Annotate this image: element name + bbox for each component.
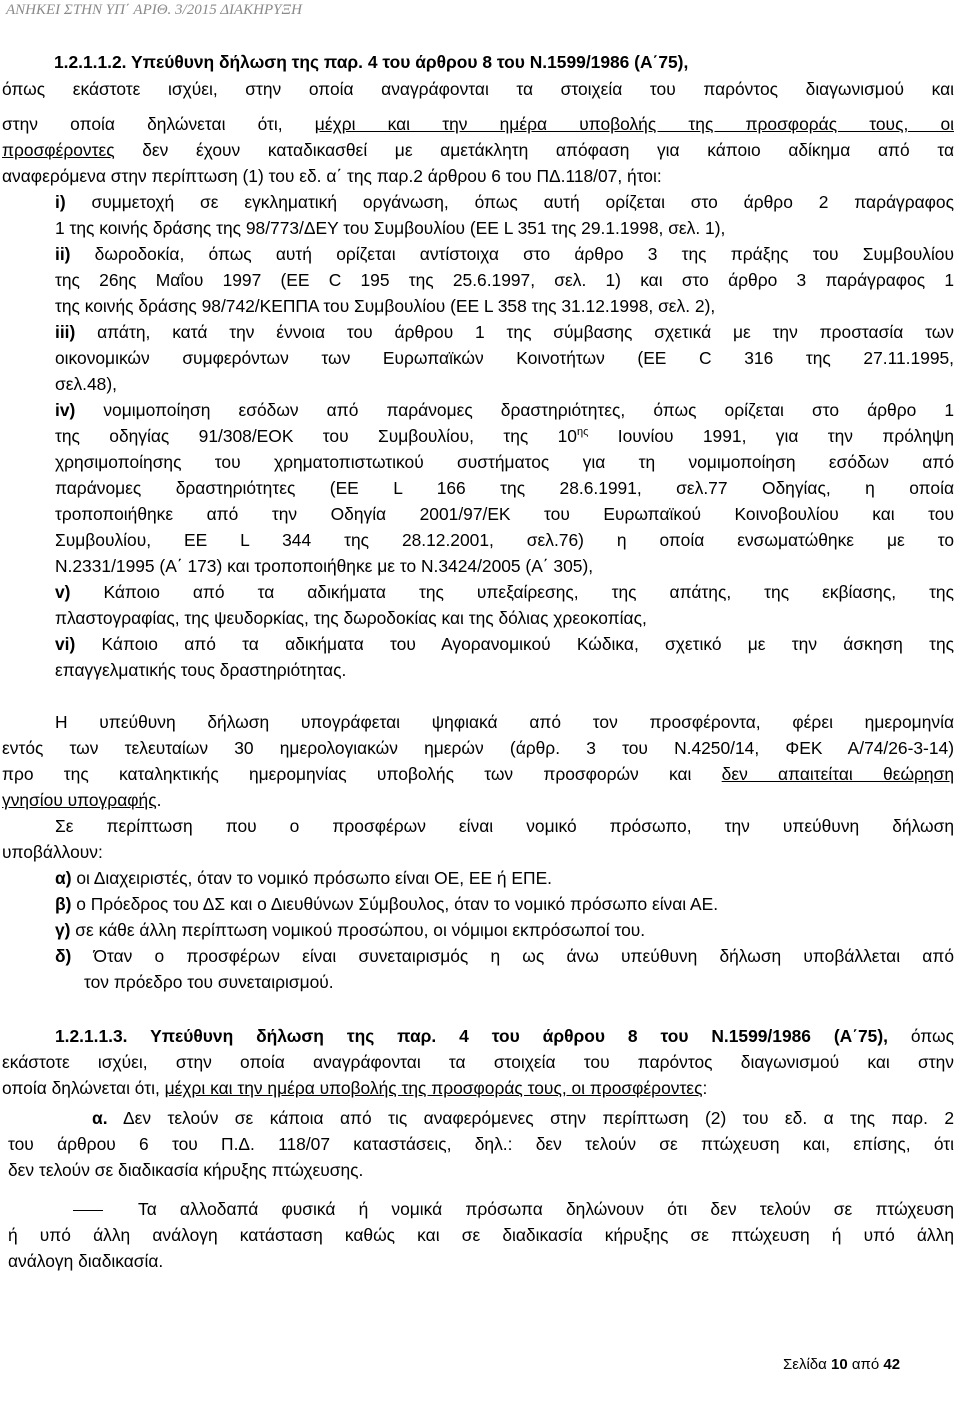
list-item-iv: iv) νομιμοποίηση εσόδων από παράνομες δραστηριότητες, όπως ορίζεται στο άρθρο 1 [55,400,954,420]
list-item-iii: iii) απάτη, κατά την έννοια του άρθρου 1 της σύμβασης σχετικά με την προστασία των [55,322,954,342]
list-item-v: v) Κάποιο από τα αδικήματα της υπεξαίρεσης, της απάτης, της εκβίασης, της [55,582,954,602]
paragraph-line: τον πρόεδρο του συνεταιρισμού. [84,972,334,992]
paragraph-line: Ν.2331/1995 (Α΄ 173) και τροποποιήθηκε με το Ν.3424/2005 (Α΄ 305), [55,556,594,576]
paragraph-line: οικονομικών συμφερόντων των Ευρωπαϊκών Κοινοτήτων (ΕΕ C 316 της 27.11.1995, [55,348,954,368]
paragraph-line: προ της καταληκτικής ημερομηνίας υποβολής των προσφορών και δεν απαιτείται θεώρηση [2,764,954,784]
paragraph-line: Τα αλλοδαπά φυσικά ή νομικά πρόσωπα δηλώνουν ότι δεν τελούν σε πτώχευση [138,1199,954,1219]
legal-item-a: α) οι Διαχειριστές, όταν το νομικό πρόσωπο είναι ΟΕ, ΕΕ ή ΕΠΕ. [55,868,553,888]
paragraph-line: της οδηγίας 91/308/ΕΟΚ του Συμβουλίου, της $10^{\eta\varsigma}$ Ιουνίου 1991, για την πρόληψη [55,426,954,446]
paragraph-line: της 26ης Μαΐου 1997 (ΕΕ C 195 της 25.6.1997, σελ. 1) και στο άρθρο 3 παράγραφος 1 [55,270,954,290]
paragraph-line: του άρθρου 6 του Π.Δ. 118/07 καταστάσεις, δηλ.: δεν τελούν σε πτώχευση και, επίσης, ότι [8,1134,954,1154]
document-header: ΑΝΗΚΕΙ ΣΤΗΝ ΥΠ΄ ΑΡΙΘ. 3/2015 ΔΙΑΚΗΡΥΞΗ [6,2,302,18]
page-footer: Σελίδα 10 από 42 [783,1356,901,1373]
paragraph-line: παράνομες δραστηριότητες (ΕΕ L 166 της 28.6.1991, σελ.77 Οδηγίας, η οποία [55,478,954,498]
list-item-vi: vi) Κάποιο από τα αδικήματα του Αγορανομικού Κώδικα, σχετικό με την άσκηση της [55,634,954,654]
page-total: 42 [883,1356,901,1373]
paragraph-line: τροποποιήθηκε από την Οδηγία 2001/97/ΕΚ του Ευρωπαϊκού Κοινοβουλίου και του [55,504,954,524]
dash-bullet [73,1210,103,1211]
paragraph-line: πλαστογραφίας, της ψευδορκίας, της δωροδοκίας και της δόλιας χρεοκοπίας, [55,608,647,628]
list-item-i: i) συμμετοχή σε εγκληματική οργάνωση, όπως αυτή ορίζεται στο άρθρο 2 παράγραφος [55,192,954,212]
paragraph-line: προσφέροντες δεν έχουν καταδικασθεί με αμετάκλητη απόφαση για κάποιο αδίκημα από τα [2,140,954,160]
paragraph-line: ανάλογη διαδικασία. [8,1251,164,1271]
paragraph-line: επαγγελματικής τους δραστηριότητας. [55,660,347,680]
paragraph-line: ή υπό άλλη ανάλογη κατάσταση καθώς και σε διαδικασία κήρυξης σε πτώχευση ή υπό άλλη [8,1225,954,1245]
paragraph-line: Η υπεύθυνη δήλωση υπογράφεται ψηφιακά από τον προσφέροντα, φέρει ημερομηνία [55,712,954,732]
paragraph-line: εντός των τελευταίων 30 ημερολογιακών ημερών (άρθρ. 3 του Ν.4250/14, ΦΕΚ Α/74/26-3-14) [2,738,954,758]
paragraph-line: Σε περίπτωση που ο προσφέρων είναι νομικό πρόσωπο, την υπεύθυνη δήλωση [55,816,954,836]
paragraph-line: υποβάλλουν: [2,842,103,862]
section-heading: 1.2.1.1.2. Υπεύθυνη δήλωση της παρ. 4 του άρθρου 8 του Ν.1599/1986 (Α΄75), [54,52,689,72]
legal-item-c: γ) σε κάθε άλλη περίπτωση νομικού προσώπου, οι νόμιμοι εκπρόσωποί του. [55,920,646,940]
sec2-item-a: α. Δεν τελούν σε κάποια από τις αναφερόμενες στην περίπτωση (2) του εδ. α της παρ. 2 [92,1108,954,1128]
paragraph-line: όπως εκάστοτε ισχύει, στην οποία αναγράφονται τα στοιχεία του παρόντος διαγωνισμού και [2,79,954,99]
paragraph-line: δεν τελούν σε διαδικασία κήρυξης πτώχευσης. [8,1160,364,1180]
legal-item-b: β) ο Πρόεδρος του ΔΣ και ο Διευθύνων Σύμβουλος, όταν το νομικό πρόσωπο είναι ΑΕ. [55,894,719,914]
paragraph-line: εκάστοτε ισχύει, στην οποία αναγράφονται τα στοιχεία του παρόντος διαγωνισμού και στην [2,1052,954,1072]
paragraph-line: οποία δηλώνεται ότι, μέχρι και την ημέρα υποβολής της προσφοράς τους, οι προσφέροντες: [2,1078,708,1098]
paragraph-line: αναφερόμενα στην περίπτωση (1) του εδ. α΄ της παρ.2 άρθρου 6 του ΠΔ.118/07, ήτοι: [2,166,662,186]
paragraph-line: χρησιμοποίησης του χρηματοπιστωτικού συστήματος για τη νομιμοποίηση εσόδων από [55,452,954,472]
list-item-ii: ii) δωροδοκία, όπως αυτή ορίζεται αντίστοιχα στο άρθρο 3 της πράξης του Συμβουλίου [55,244,954,264]
paragraph-line: της κοινής δράσης 98/742/ΚΕΠΠΑ του Συμβουλίου (ΕΕ L 358 της 31.12.1998, σελ. 2), [55,296,716,316]
section-heading: 1.2.1.1.3. Υπεύθυνη δήλωση της παρ. 4 του άρθρου 8 του Ν.1599/1986 (Α΄75), όπως [55,1026,954,1046]
page-number: 10 [830,1356,848,1373]
paragraph-line: γνησίου υπογραφής. [2,790,162,810]
paragraph-line: στην οποία δηλώνεται ότι, μέχρι και την ημέρα υποβολής της προσφοράς τους, οι [2,114,954,134]
paragraph-line: σελ.48), [55,374,117,394]
paragraph-line: Συμβουλίου, ΕΕ L 344 της 28.12.2001, σελ.76) η οποία ενσωματώθηκε με το [55,530,954,550]
paragraph-line: 1 της κοινής δράσης της 98/773/ΔΕΥ του Συμβουλίου (ΕΕ L 351 της 29.1.1998, σελ. 1), [55,218,726,238]
legal-item-d: δ) Όταν ο προσφέρων είναι συνεταιρισμός η ως άνω υπεύθυνη δήλωση υποβάλλεται από [55,946,954,966]
